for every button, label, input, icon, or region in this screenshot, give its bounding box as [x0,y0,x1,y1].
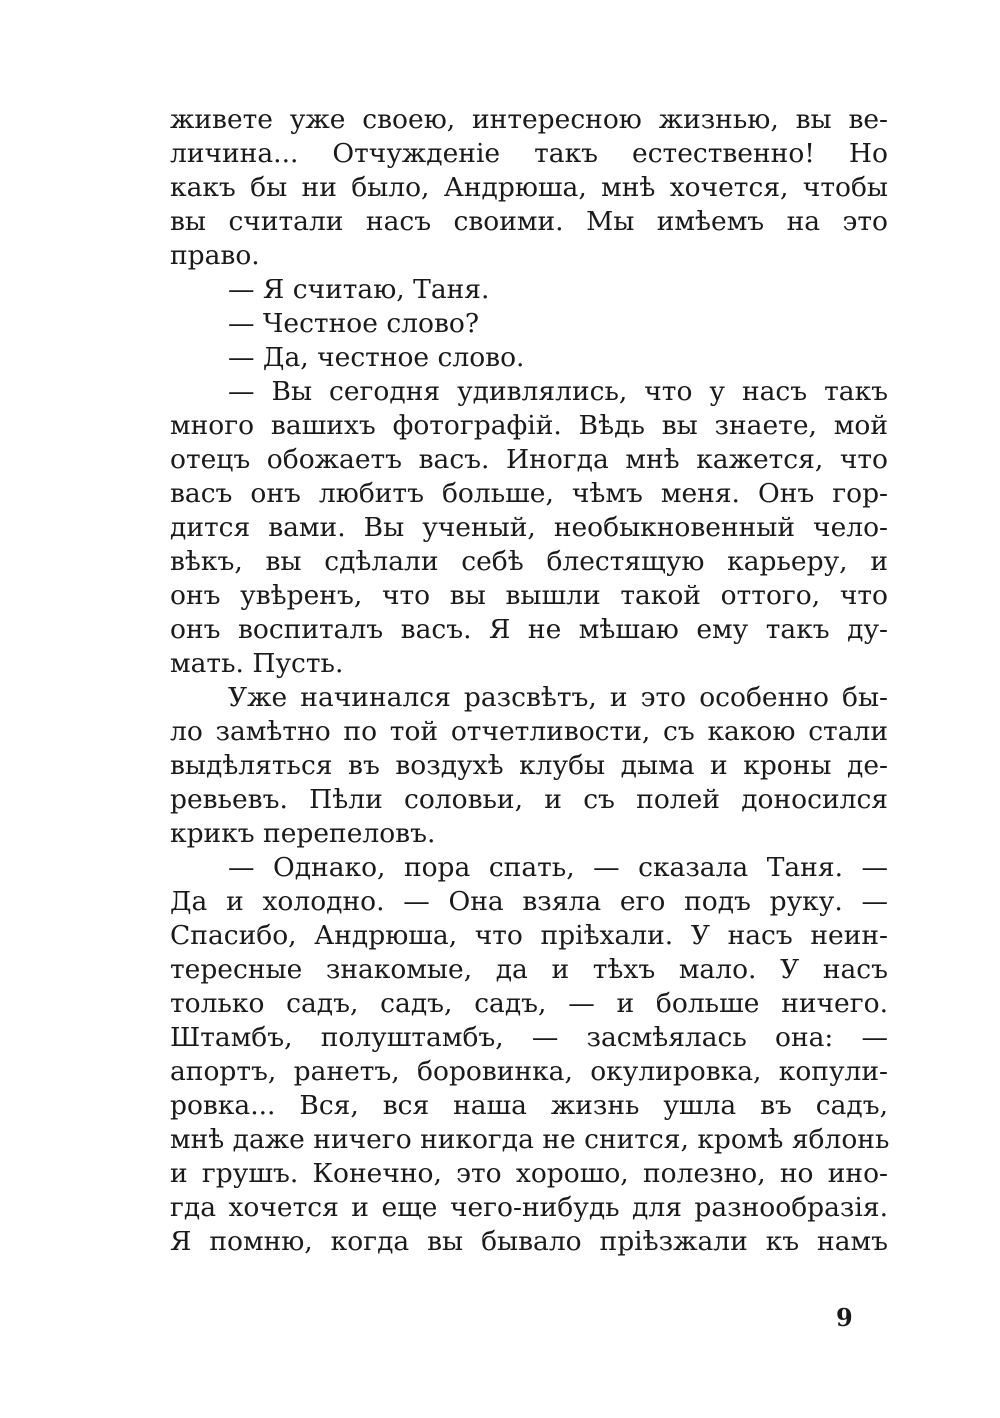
text-line: дится вами. Вы ученый, необыкновенный чело- [170,512,888,543]
text-line: ло замѣтно по той отчетливости, съ какою стали [170,716,888,747]
text-line: — Я считаю, Таня. [228,274,490,305]
text-line: Я помню, когда вы бывало пріѣзжали къ намъ [170,1226,888,1257]
text-line: тересные знакомые, да и тѣхъ мало. У насъ [170,954,888,985]
text-line: Штамбъ, полуштамбъ, — засмѣялась она: — [170,1022,888,1053]
text-line: право. [170,240,260,271]
text-line: ревьевъ. Пѣли соловьи, и съ полей доносился [170,784,888,815]
text-line: онъ воспиталъ васъ. Я не мѣшаю ему такъ ду- [170,614,888,645]
text-line: только садъ, садъ, садъ, — и больше ничего. [170,988,888,1019]
text-line: много вашихъ фотографій. Вѣдь вы знаете, мой [170,410,888,441]
text-line: — Да, честное слово. [228,342,525,373]
text-line: какъ бы ни было, Андрюша, мнѣ хочется, чтобы [170,172,888,203]
text-line: мнѣ даже ничего никогда не снится, кромѣ яблонь [170,1124,890,1155]
text-line: — Вы сегодня удивлялись, что у насъ такъ [228,376,888,407]
text-line: мать. Пусть. [170,648,344,679]
text-line: и грушъ. Конечно, это хорошо, полезно, но ино- [170,1158,888,1189]
text-line: — Честное слово? [228,308,480,339]
text-line: Да и холодно. — Она взяла его подъ руку. — [170,886,888,917]
body-text [170,103,888,1259]
text-line: вы считали насъ своими. Мы имѣемъ на это [170,206,888,237]
text-line: отецъ обожаетъ васъ. Иногда мнѣ кажется, что [170,444,888,475]
text-line: — Однако, пора спать, — сказала Таня. — [228,852,888,883]
text-line: вѣкъ, вы сдѣлали себѣ блестящую карьеру, и [170,546,888,577]
text-line: крикъ перепеловъ. [170,818,436,849]
text-line: апортъ, ранетъ, боровинка, окулировка, копули- [170,1056,888,1087]
text-line: выдѣляться въ воздухѣ клубы дыма и кроны де- [170,750,888,781]
text-line: Спасибо, Андрюша, что пріѣхали. У насъ неин- [170,920,888,951]
text-line: васъ онъ любитъ больше, чѣмъ меня. Онъ гор- [170,478,888,509]
text-line: гда хочется и еще чего-нибудь для разнообразія. [170,1192,888,1223]
page-number: 9 [836,1303,853,1332]
text-line: личина... Отчужденіе такъ естественно! Но [170,138,888,169]
text-line: Уже начинался разсвѣтъ, и это особенно бы- [228,682,888,713]
text-line: онъ увѣренъ, что вы вышли такой оттого, что [170,580,888,611]
text-line: ровка... Вся, вся наша жизнь ушла въ садъ, [170,1090,888,1121]
text-line: живете уже своею, интересною жизнью, вы ве- [170,104,888,135]
